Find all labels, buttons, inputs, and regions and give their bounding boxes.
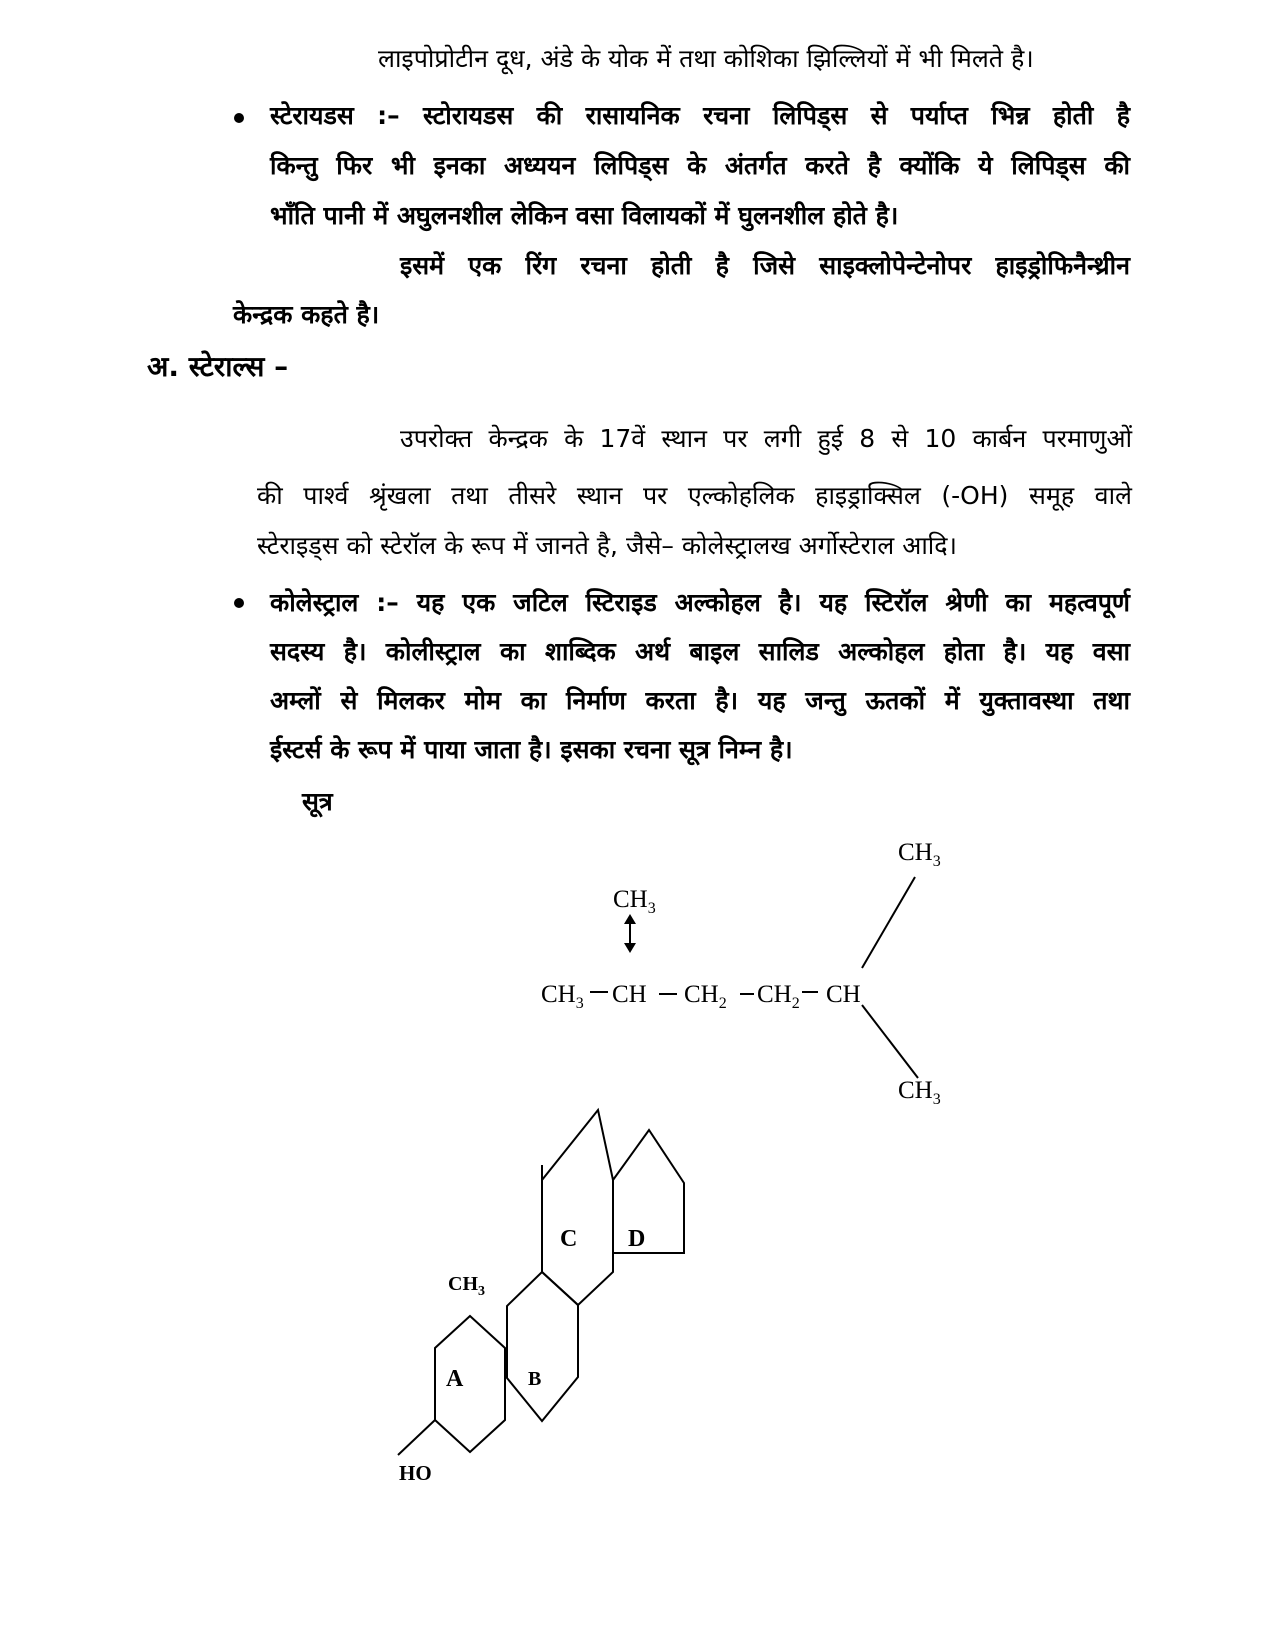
nucleus-text-line-1: इसमें एक रिंग रचना होती है जिसे साइक्लोपेन्टेनोपर हाइड्रोफिनैन्थ्रीन xyxy=(400,251,1130,280)
ring-methyl-label: $CH_3$ xyxy=(448,1273,485,1299)
ring-label-c: C xyxy=(560,1226,578,1252)
ring-c xyxy=(542,1110,613,1305)
ring-label-b: B xyxy=(528,1368,542,1390)
sterols-text-line-3: स्टेराइड्स को स्टेरॉल के रूप में जानते है, जैसे– कोलेस्ट्रालख अर्गोस्टेराल आदि। xyxy=(257,531,957,560)
hydroxyl-bond xyxy=(398,1420,435,1455)
steroid-rings xyxy=(398,1110,684,1455)
steroids-text-line-2: किन्तु फिर भी इनका अध्ययन लिपिड्स के अंतर्गत करते है क्योंकि ये लिपिड्स की xyxy=(270,151,1130,180)
chain-ch3: $CH_3$ xyxy=(541,981,584,1012)
bond-to-bottom-methyl xyxy=(862,1005,918,1078)
nucleus-text-line-2: केन्द्रक कहते है। xyxy=(233,300,380,329)
steroids-text-line-3: भाँति पानी में अघुलनशील लेकिन वसा विलायकों में घुलनशील होते है। xyxy=(270,201,899,230)
double-arrow-down-head xyxy=(624,943,636,953)
chain-ch2-first: $CH_2$ xyxy=(684,981,727,1012)
bullet-steroids xyxy=(234,113,244,123)
cholesterol-text-line-1: कोलेस्ट्राल :– यह एक जटिल स्टिराइड अल्कोहल है। यह स्टिरॉल श्रेणी का महत्वपूर्ण xyxy=(270,588,1130,617)
methyl-top-right: $CH_3$ xyxy=(898,839,941,870)
sterols-text-line-1: उपरोक्त केन्द्रक के 17वें स्थान पर लगी हुई 8 से 10 कार्बन परमाणुओं xyxy=(400,424,1132,453)
cholesterol-text-line-3: अम्लों से मिलकर मोम का निर्माण करता है। यह जन्तु ऊतकों में युक्तावस्था तथा xyxy=(270,686,1130,715)
ring-d xyxy=(613,1130,684,1253)
chain-ch-branch: CH xyxy=(826,981,861,1008)
methyl-top-middle: $CH_3$ xyxy=(613,886,656,917)
sterols-text-line-2: की पार्श्व श्रृंखला तथा तीसरे स्थान पर एल्कोहलिक हाइड्राक्सिल (-OH) समूह वाले xyxy=(257,481,1132,510)
sterols-heading: अ. स्टेराल्स – xyxy=(147,350,289,383)
hydroxyl-label: HO xyxy=(399,1461,432,1485)
formula-label: सूत्र xyxy=(302,787,333,816)
chain-ch2-second: $CH_2$ xyxy=(757,981,800,1012)
side-chain xyxy=(590,877,918,1078)
ring-label-d: D xyxy=(628,1226,646,1252)
ring-a xyxy=(435,1316,505,1452)
bullet-cholesterol xyxy=(234,598,244,608)
intro-text: लाइपोप्रोटीन दूध, अंडे के योक में तथा कोशिका झिल्लियों में भी मिलते है। xyxy=(378,44,1034,73)
double-arrow-up-head xyxy=(624,914,636,924)
ring-b xyxy=(507,1272,578,1421)
chain-ch: CH xyxy=(612,981,647,1008)
cholesterol-text-line-4: ईस्टर्स के रूप में पाया जाता है। इसका रचना सूत्र निम्न है। xyxy=(270,735,793,764)
ring-label-a: A xyxy=(446,1366,464,1392)
steroids-text-line-1: स्टेरायडस :– स्टोरायडस की रासायनिक रचना लिपिड्स से पर्याप्त भिन्न होती है xyxy=(270,101,1130,130)
bond-to-top-methyl xyxy=(862,877,915,968)
methyl-bottom-right: $CH_3$ xyxy=(898,1077,941,1108)
cholesterol-text-line-2: सदस्य है। कोलीस्ट्राल का शाब्दिक अर्थ बाइल सालिड अल्कोहल होता है। यह वसा xyxy=(270,637,1130,666)
